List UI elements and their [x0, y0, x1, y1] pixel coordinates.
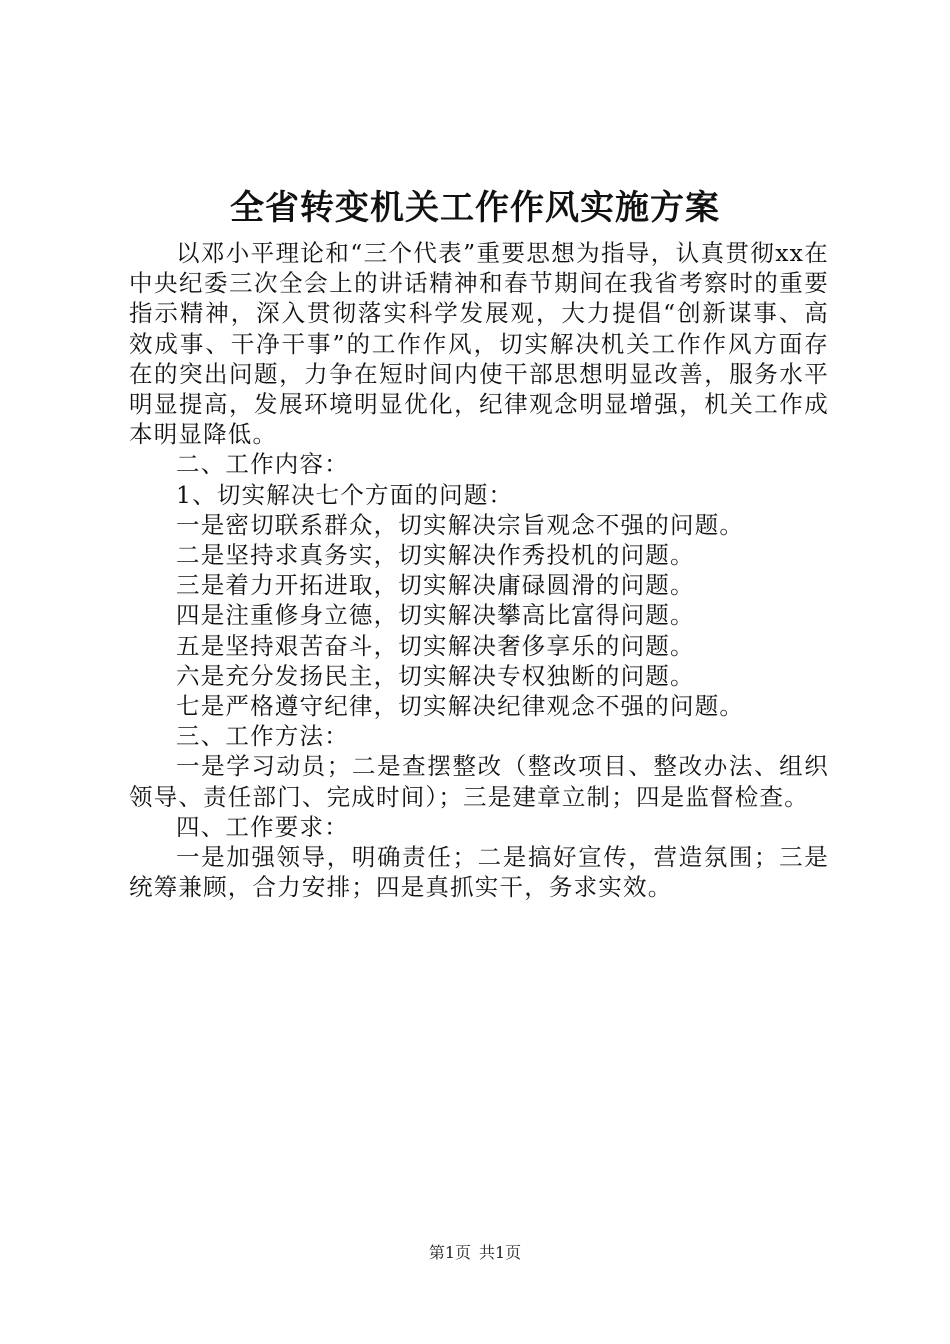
section-heading-work-content: 二、工作内容： — [176, 450, 349, 479]
list-item: 五是坚持艰苦奋斗，切实解决奢侈享乐的问题。 — [176, 631, 695, 660]
page-number: 第1页 — [428, 1243, 471, 1262]
subsection-heading-seven-problems: 1、切实解决七个方面的问题： — [176, 480, 514, 509]
section-heading-work-requirements: 四、工作要求： — [176, 812, 349, 841]
paragraph-intro: 以邓小平理论和“三个代表”重要思想为指导，认真贯彻xx在中央纪委三次全会上的讲话精神和春节期间在我省考察时的重要指示精神，深入贯彻落实科学发展观，大力提倡“创新谋事、高效成事、干净干事”的工作作风，切实解决机关工作作风方面存在的突出问题，力争在短时间内使干部思想明显改善，服务水平明显提高，发展环境明显优化，纪律观念明显增强，机关工作成本明显降低。 — [129, 239, 829, 449]
section-heading-work-methods: 三、工作方法： — [176, 722, 349, 751]
paragraph-work-requirements: 一是加强领导，明确责任；二是搞好宣传，营造氛围；三是统筹兼顾，合力安排；四是真抓实干，务求实效。 — [129, 843, 829, 902]
document-title: 全省转变机关工作作风实施方案 — [230, 188, 720, 228]
list-item: 三是着力开拓进取，切实解决庸碌圆滑的问题。 — [176, 571, 695, 600]
paragraph-work-methods: 一是学习动员；二是查摆整改（整改项目、整改办法、组织领导、责任部门、完成时间）；三是建章立制；四是监督检查。 — [129, 752, 829, 811]
list-item: 二是坚持求真务实，切实解决作秀投机的问题。 — [176, 541, 695, 570]
list-item: 六是充分发扬民主，切实解决专权独断的问题。 — [176, 661, 695, 690]
list-item: 七是严格遵守纪律，切实解决纪律观念不强的问题。 — [176, 692, 745, 721]
page-footer — [0, 1243, 950, 1263]
list-item: 一是密切联系群众，切实解决宗旨观念不强的问题。 — [176, 510, 745, 539]
document-body — [129, 238, 829, 902]
list-item: 四是注重修身立德，切实解决攀高比富得问题。 — [176, 601, 695, 630]
page-total: 共1页 — [479, 1243, 522, 1262]
